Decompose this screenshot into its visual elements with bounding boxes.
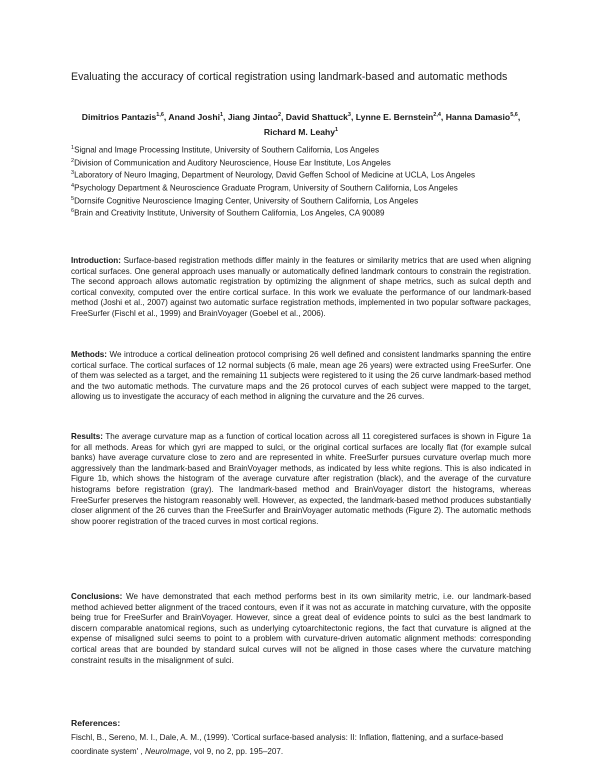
affiliation: $^5$Dornsife Cognitive Neuroscience Imaging Center, University of Southern California, Los Angeles xyxy=(71,195,419,206)
journal-name: NeuroImage xyxy=(144,746,190,756)
author: Dimitrios Pantazis$^{1,6}$, xyxy=(81,111,169,122)
author: Jiang Jintao$^2$, xyxy=(227,111,286,122)
reference-item: Fischl, B., Sereno, M. I., Dale, A. M., (1999). 'Cortical surface-based analysis: II: Inflation, flattening, and a surface-based coordinate system' , NeuroImage, vol 9, no 2, pp. 195–207. xyxy=(71,733,504,756)
section-heading: Conclusions: xyxy=(71,592,123,601)
conclusions-section xyxy=(71,592,531,666)
section-body: We have demonstrated that each method performs best in its own similarity metric, i.e. our landmark-based method achieved better alignment of the traced contours, even if it was not as accurate in matching curvature, with the opposite being true for FreeSurfer and BrainVoyager. However, since a great deal of evidence points to sulci as the best landmark to discern comparable anatomical regions, such as underlying cytoarchitectonic regions, the fact that curvature is aligned at the expense of misaligned sulci seems to point to a problem with curvature-driven automatic alignment methods: corresponding cortical areas that are bounded by standard sulcal curves will not be aligned in those cases where the curvature matching constraint results in the misalignment of sulci. xyxy=(71,592,531,665)
introduction-section xyxy=(71,256,531,320)
affiliation: $^1$Signal and Image Processing Institute, University of Southern California, Los Angeles xyxy=(71,145,380,155)
references-heading: References: xyxy=(71,718,121,728)
section-body: The average curvature map as a function of cortical location across all 11 coregistered surfaces is shown in Figure 1a for all methods. Areas for which gyri are mapped to sulci, or the original cortical surfaces are locally flat (for example sulcal banks) have average curvature close to zero and are represented in white. FreeSurfer pursues curvature overlap much more aggressively than the landmark-based and BrainVoyager methods, as indicated by less white regions. This is also indicated in Figure 1b, which shows the histogram of the average curvature after registration (black), and the average of the curvature histograms before registration (gray). The landmark-based method and BrainVoyager distort the histograms, whereas FreeSurfer preserves the histogram reasonably well. However, as expected, the landmark-based method produces substantially closer alignment of the 26 curves than the FreeSurfer and BrainVoyager automatic methods (Figure 2). The automatic methods show poorer registration of the traced curves in most cortical regions. xyxy=(71,432,531,526)
affiliation: $^3$Laboratory of Neuro Imaging, Department of Neurology, David Geffen School of Medicine at UCLA, Los Angeles xyxy=(71,170,476,181)
methods-section xyxy=(71,350,531,403)
author: Hanna Damasio$^{5,6}$, xyxy=(445,111,521,122)
section-heading: Introduction: xyxy=(71,256,121,265)
affiliation: $^6$Brain and Creativity Institute, University of Southern California, Los Angeles, CA 90089 xyxy=(71,208,385,219)
author: Anand Joshi$^1$, xyxy=(168,111,228,122)
paper-title: Evaluating the accuracy of cortical registration using landmark-based and automatic methods xyxy=(71,71,508,83)
affiliation: $^4$Psychology Department & Neuroscience Graduate Program, University of Southern California, Los Angeles xyxy=(71,183,458,193)
author: Richard M. Leahy$^1$ xyxy=(263,126,339,137)
results-section xyxy=(71,432,531,527)
section-heading: Results: xyxy=(71,432,103,441)
author-list xyxy=(71,109,531,139)
section-heading: Methods: xyxy=(71,350,107,359)
section-body: Surface-based registration methods differ mainly in the features or similarity metrics that are used when aligning cortical surfaces. One general approach uses manually or automatically defined landmark contours to constrain the registration. The second approach allows automatic registration by optimizing the alignment of shape metrics, such as sulcal depth and cortical convexity, computed over the entire cortical surface. In this work we evaluate the performance of our landmark-based method (Joshi et al., 2007) against two automatic surface registration methods, implemented in two popular software packages, FreeSurfer (Fischl et al., 1999) and BrainVoyager (Goebel et al., 2006). xyxy=(71,256,532,318)
author: Lynne E. Bernstein$^{2,4}$, xyxy=(355,111,446,122)
affiliation: $^2$Division of Communication and Auditory Neuroscience, House Ear Institute, Los Angeles xyxy=(71,157,391,168)
section-body: We introduce a cortical delineation protocol comprising 26 well defined and consistent landmarks spanning the entire cortical surface. The cortical surfaces of 12 normal subjects (6 male, mean age 26 years) were extracted using FreeSurfer. One of them was selected as a target, and the remaining 11 subjects were registered to it using the 26 curve landmark-based method and the two automatic methods. The curvature maps and the 26 protocol curves of each subject were mapped to the target, allowing us to investigate the accuracy of each method in aligning the curvature and the 26 curves. xyxy=(71,350,532,402)
author: David Shattuck$^3$, xyxy=(285,111,356,122)
affiliation-list xyxy=(71,143,531,219)
